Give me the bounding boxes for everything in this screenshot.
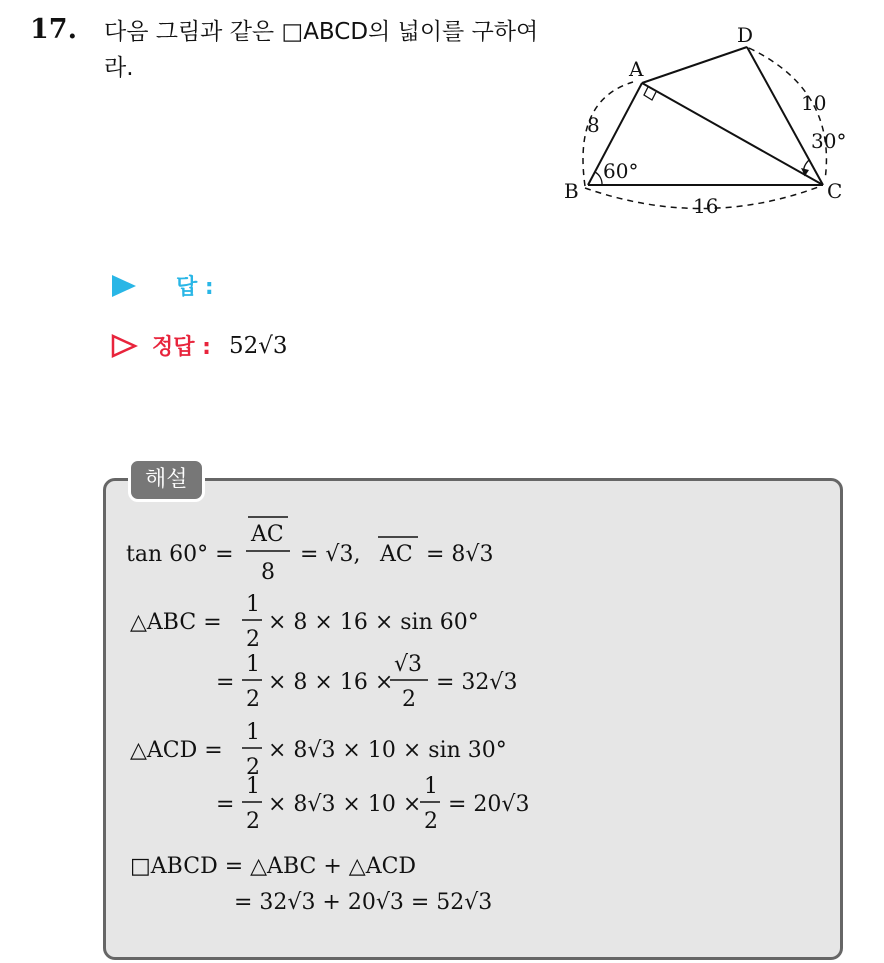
label-ab: 8 (587, 113, 600, 137)
sol-abc-eq2: = (216, 670, 235, 695)
sol-abc2-half-den: 2 (246, 687, 260, 712)
sol-acd-res: = 20√3 (448, 792, 530, 817)
outline-arrow-icon (110, 333, 138, 359)
sol-abc-sqrt3: √3 (394, 652, 423, 677)
label-angle-c: 30° (811, 129, 847, 153)
correct-answer-value: 52√3 (228, 332, 288, 359)
correct-answer-label: 정답 : (152, 335, 211, 360)
sol-abcd-lhs: □ABCD = △ABC + △ACD (130, 854, 417, 879)
question-number: 17. (30, 14, 77, 45)
label-angle-b: 60° (603, 159, 639, 183)
label-cd: 10 (801, 91, 827, 115)
label-a: A (629, 57, 644, 81)
sol-acd-one: 1 (424, 774, 438, 799)
sol-tan-den: 8 (261, 560, 275, 585)
sol-abc-lhs: △ABC = (130, 610, 222, 635)
solution-tab: 해설 (128, 458, 205, 502)
sol-acd-eq2: = (216, 792, 235, 817)
quadrilateral-figure (555, 20, 875, 230)
sol-abc-half-den: 2 (246, 627, 260, 652)
sol-acd-rest2: × 8√3 × 10 × (268, 792, 422, 817)
sol-abc-half-num: 1 (246, 592, 260, 617)
sol-acd-half-den: 2 (246, 755, 260, 780)
angle-arrow-c (801, 168, 809, 176)
sol-abc2-half-num: 1 (246, 652, 260, 677)
question-text: 다음 그림과 같은 □ABCD의 넓이를 구하여라. (104, 19, 539, 81)
sol-acd-two: 2 (424, 809, 438, 834)
sol-tan-num: AC (251, 522, 284, 547)
label-c: C (827, 179, 843, 203)
angle-arc-b (595, 172, 602, 185)
sol-ac-rhs: = 8√3 (426, 542, 494, 567)
solution-math (106, 481, 840, 957)
side-da (642, 47, 747, 83)
solution-box (103, 478, 843, 960)
label-bc: 16 (693, 194, 719, 218)
sol-abc-rest1: × 8 × 16 × sin 60° (268, 610, 479, 635)
sol-abc-two: 2 (402, 687, 416, 712)
answer-label: 답 : (176, 275, 214, 300)
sol-abc-rest2: × 8 × 16 × (268, 670, 394, 695)
correct-answer-row (110, 330, 288, 361)
label-b: B (564, 179, 579, 203)
sol-abcd-res: = 32√3 + 20√3 = 52√3 (234, 890, 493, 915)
sol-tan-lhs: tan 60° = (126, 542, 234, 567)
sol-ac-over: AC (380, 542, 413, 567)
play-arrow-icon (110, 273, 138, 299)
sol-acd2-half-den: 2 (246, 809, 260, 834)
sol-abc-res: = 32√3 (436, 670, 518, 695)
sol-acd-half-num: 1 (246, 720, 260, 745)
sol-acd-rest1: × 8√3 × 10 × sin 30° (268, 738, 507, 763)
sol-acd-lhs: △ACD = (130, 738, 223, 763)
label-d: D (737, 23, 754, 47)
sol-acd2-half-num: 1 (246, 774, 260, 799)
sol-tan-rhs: = √3, (300, 542, 361, 567)
answer-row (110, 270, 214, 301)
